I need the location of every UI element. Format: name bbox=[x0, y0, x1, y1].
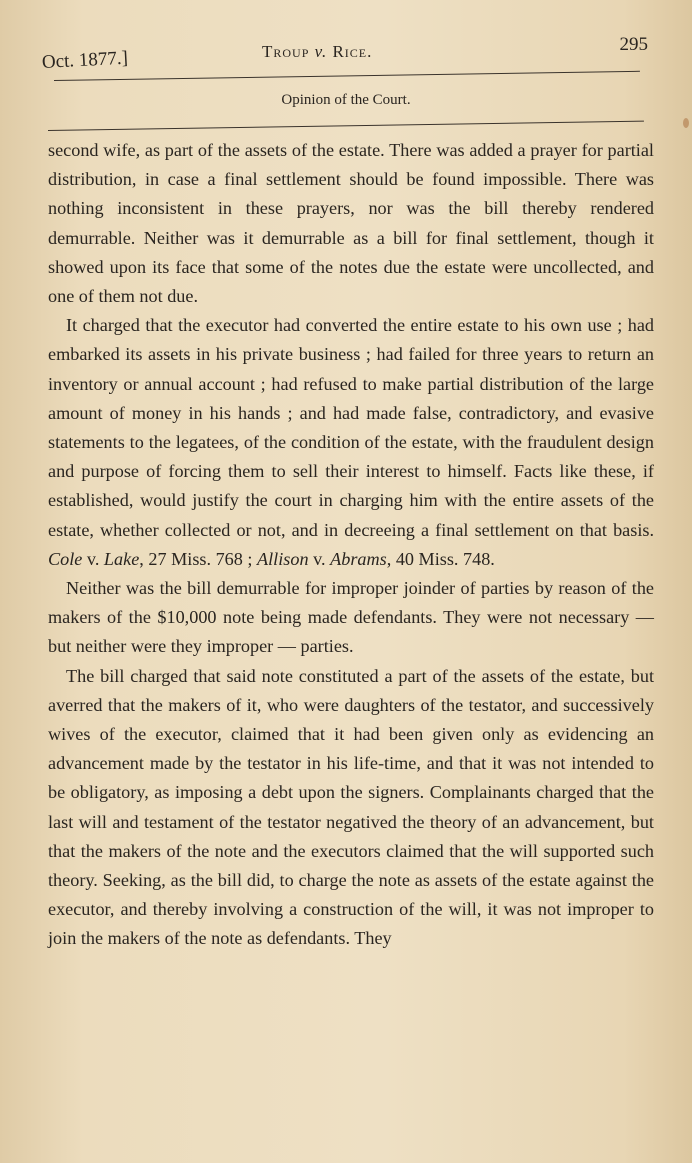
paragraph-text: v. bbox=[308, 548, 331, 569]
running-head-case-title bbox=[262, 42, 372, 62]
opinion-paragraph bbox=[48, 311, 654, 574]
case-party-defendant: Rice. bbox=[332, 42, 373, 61]
paper-stain bbox=[683, 118, 689, 128]
section-subheading: Opinion of the Court. bbox=[281, 92, 411, 108]
opinion-paragraph bbox=[48, 574, 654, 662]
paragraph-text: The bill charged that said note constituted a part of the assets of the estate, but averred that the makers of it, who were daughters of the testator, and successively wives of the executor, claimed that it had been given only as evidencing an advancement made by the testator in his life-time, and that it was not intended to be obligatory, as imposing a debt upon the signers. Complainants charged that the last will and testament of the testator negatived the theory of an advancement, but that the makers of the note and the executors claimed that the will supported such theory. Seeking, as the bill did, to charge the note as assets of the estate against the executor, and thereby involving a construction of the will, it was not improper to join the makers of the note as defendants. They bbox=[48, 665, 654, 949]
paragraph-text: It charged that the executor had converted the entire estate to his own use ; had embarked its assets in his private business ; had failed for three years to return an inventory or annual account ; had refused to make partial distribution of the large amount of money in his hands ; and had made false, contradictory, and evasive statements to the legatees, of the condition of the estate, with the fraudulent design and purpose of forcing them to sell their interest to himself. Facts like these, if established, would justify the court in charging him with the entire assets of the estate, whether collected or not, and in decreeing a final settlement on that basis. bbox=[48, 315, 654, 540]
running-head bbox=[40, 30, 650, 74]
case-citation-name: Lake bbox=[103, 548, 140, 569]
case-citation-name: Cole bbox=[48, 548, 83, 569]
page-number: 295 bbox=[619, 34, 648, 55]
opinion-paragraph bbox=[48, 136, 654, 311]
paragraph-text: v. bbox=[82, 548, 104, 569]
opinion-paragraph bbox=[48, 662, 654, 954]
paragraph-text: Neither was the bill demurrable for improper joinder of parties by reason of the makers of the $10,000 note being made defendants. They were not necessary — but neither were they improper — parties. bbox=[48, 578, 654, 657]
opinion-body-text bbox=[48, 136, 654, 954]
case-citation-name: Allison bbox=[257, 548, 309, 569]
paragraph-text: , 27 Miss. 768 ; bbox=[139, 548, 258, 569]
header-rule-bottom bbox=[48, 121, 644, 131]
paragraph-text: , 40 Miss. 748. bbox=[386, 548, 495, 569]
case-versus: v. bbox=[314, 42, 328, 61]
paragraph-text: second wife, as part of the assets of the estate. There was added a prayer for partial distribution, in case a final settlement should be found impossible. There was nothing inconsistent in these prayers, nor was the bill thereby rendered demurrable. Neither was it demurrable as a bill for final settlement, though it showed upon its face that some of the notes due the estate were uncollected, and one of them not due. bbox=[48, 140, 654, 307]
running-head-date: Oct. 1877.] bbox=[41, 47, 129, 73]
case-party-plaintiff: Troup bbox=[262, 42, 310, 61]
case-citation-name: Abrams bbox=[330, 548, 387, 569]
